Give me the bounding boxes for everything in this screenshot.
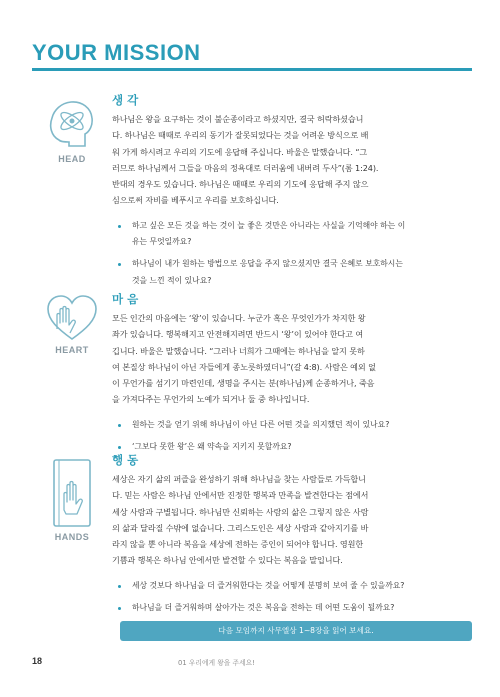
question-item (112, 578, 470, 594)
hands-questions (112, 578, 470, 617)
question-item (112, 218, 470, 251)
question-line: ‘그보다 못한 왕’은 왜 약속을 지키지 못할까요? (132, 442, 292, 452)
question-line: 세상 것보다 하나님을 더 즐거워한다는 것을 어떻게 분명히 보여 줄 수 있을까요? (132, 580, 405, 590)
question-item (112, 600, 470, 616)
heart-label: HEART (55, 345, 89, 355)
paragraph-line: 세상 사람과 구별됩니다. 하나님만 신뢰하는 사람의 삶은 그렇지 않은 사람 (112, 506, 369, 517)
paragraph-line: 모든 인간의 마음에는 ‘왕’이 있습니다. 누군가 혹은 무엇인가가 차지한 왕 (112, 313, 366, 323)
head-questions (112, 218, 470, 289)
question-line: 하나님이 내가 원하는 방법으로 응답을 주지 않으셨지만 결국 은혜로 보호하시는 (132, 259, 403, 269)
page-number: 18 (32, 656, 43, 666)
paragraph-line: 러므로 하나님께서 그들을 마음의 정욕대로 더러움에 내버려 두사”(롬 1:24). (112, 162, 379, 173)
heart-heading: 마 음 (112, 292, 139, 306)
question-line: 것을 느낀 적이 있나요? (132, 275, 212, 285)
question-item (112, 417, 470, 433)
heart-paragraph (112, 310, 470, 408)
heart-content (112, 291, 470, 461)
question-item (112, 256, 470, 289)
question-line: 하나님을 더 즐거워하며 살아가는 것은 복음을 전하는 데 어떤 도움이 될까요? (132, 603, 395, 613)
page-header (32, 40, 472, 72)
head-icon-block (32, 96, 112, 164)
hands-icon-block (32, 458, 112, 542)
paragraph-line: 기쁨과 행복은 하나님 안에서만 발견할 수 있다는 복음을 말입니다. (112, 555, 343, 566)
title-underline (32, 68, 472, 71)
paragraph-line: 을 가져다주는 무언가의 노예가 되거나 둘 중 하나입니다. (112, 394, 310, 405)
heart-questions (112, 417, 470, 456)
question-line: 원하는 것을 얻기 위해 하나님이 아닌 다른 어떤 것을 의지했던 적이 있나요? (132, 419, 390, 429)
paragraph-line: 라지 않을 뿐 아니라 복음을 세상에 전하는 증인이 되어야 합니다. 영원한 (112, 539, 364, 550)
brain-atom-icon (45, 96, 99, 152)
paragraph-line: 심으로써 자비를 베푸시고 우리를 보호하십니다. (112, 195, 279, 206)
paragraph-line: 여 본질상 하나님이 아닌 자들에게 종노릇하였더니”(갈 4:8). 사람은 예외 없 (112, 361, 376, 372)
hands-label: HANDS (54, 532, 90, 542)
chapter-footer: 01 우리에게 왕을 주세요! (178, 659, 255, 667)
head-paragraph (112, 111, 470, 209)
hands-heading: 행 동 (112, 453, 139, 467)
paragraph-line: 다. 믿는 사람은 하나님 안에서만 진정한 행복과 만족을 발견한다는 점에서 (112, 490, 369, 501)
head-content (112, 92, 470, 295)
question-line: 유는 무엇일까요? (132, 237, 192, 247)
paragraph-line: 워 가게 하시려고 우리의 기도에 응답해 주십니다. 바울은 말했습니다. “그 (112, 146, 368, 157)
hand-on-book-icon (50, 458, 94, 530)
heart-hand-icon (44, 293, 100, 343)
paragraph-line: 의 삶과 달라질 수밖에 없습니다. 그리스도인은 세상 사람과 같아지기를 바 (112, 522, 369, 533)
question-line: 하고 싶은 모든 것을 하는 것이 늘 좋은 것만은 아니라는 사실을 기억해야 하는 이 (132, 220, 406, 230)
reading-assignment-banner: 다음 모임까지 사무엘상 1~8장을 읽어 보세요. (120, 621, 472, 641)
paragraph-line: 반대의 경우도 있습니다. 하나님은 때때로 우리의 기도에 응답해 주지 않으 (112, 179, 369, 190)
paragraph-line: 깁니다. 바울은 말했습니다. “그러나 너희가 그때에는 하나님을 알지 못하 (112, 345, 365, 356)
hands-content (112, 452, 470, 622)
paragraph-line: 이 무언가를 섬기기 마련인데, 생명을 주시는 분(하나님)께 순종하거나, 죽음 (112, 378, 375, 389)
paragraph-line: 좌가 있습니다. 행복해지고 안전해지려면 반드시 ‘왕’이 있어야 한다고 여 (112, 329, 364, 340)
page-title: YOUR MISSION (32, 40, 201, 65)
paragraph-line: 세상은 자기 삶의 퍼즐을 완성하기 위해 하나님을 찾는 사람들로 가득합니 (112, 474, 366, 484)
paragraph-line: 하나님은 왕을 요구하는 것이 불순종이라고 하셨지만, 결국 허락하셨습니 (112, 114, 364, 124)
heart-icon-block (32, 293, 112, 355)
head-label: HEAD (58, 154, 86, 164)
hands-paragraph (112, 471, 470, 569)
paragraph-line: 다. 하나님은 때때로 우리의 동기가 잘못되었다는 것을 어려운 방식으로 배 (112, 130, 369, 141)
head-heading: 생 각 (112, 93, 139, 107)
